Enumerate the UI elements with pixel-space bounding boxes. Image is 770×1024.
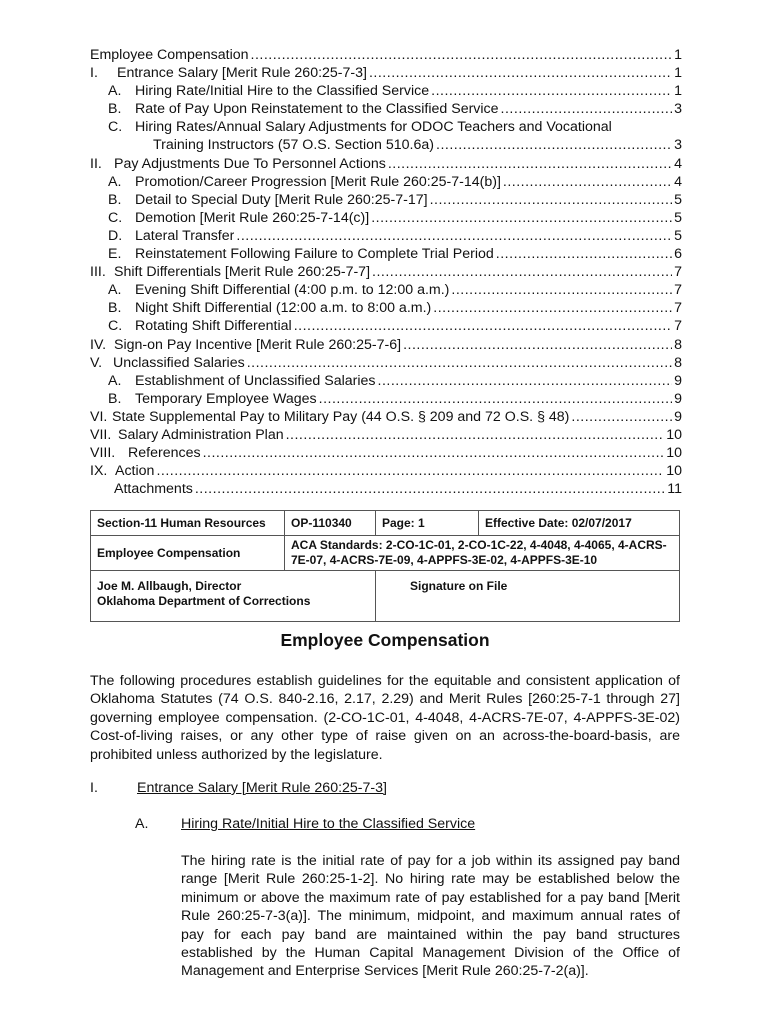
subject-cell: Employee Compensation: [91, 536, 285, 571]
toc-row[interactable]: [90, 82, 682, 100]
toc-leader-dots: [251, 46, 673, 64]
toc-page-number: 9: [674, 408, 682, 425]
header-row: [91, 571, 680, 622]
toc-row-continuation[interactable]: [90, 136, 682, 154]
toc-row[interactable]: [90, 46, 682, 64]
toc-entry-number: C.: [108, 119, 123, 136]
toc-leader-dots: [503, 173, 672, 191]
toc-leader-dots: [195, 480, 665, 498]
section-number: I.: [90, 780, 98, 796]
toc-page-number: 9: [674, 390, 682, 407]
toc-row[interactable]: [90, 245, 682, 263]
page-title: Employee Compensation: [280, 630, 490, 650]
toc-row[interactable]: [90, 191, 682, 209]
toc-entry-number: III.: [90, 264, 106, 281]
signature-cell: [376, 571, 680, 622]
toc-page-number: 7: [674, 300, 682, 317]
toc-entry-number: E.: [108, 246, 122, 263]
toc-page-number: 3: [674, 137, 682, 154]
toc-leader-dots: [294, 317, 672, 335]
toc-row[interactable]: [90, 408, 682, 426]
policy-header-table: [90, 510, 680, 622]
aca-standards-cell: ACA Standards: 2-CO-1C-01, 2-CO-1C-22, 4-4048, 4-4065, 4-ACRS-7E-07, 4-ACRS-7E-09, 4-APPFS-3E-02, 4-APPFS-3E-10: [285, 536, 680, 571]
toc-leader-dots: [496, 245, 672, 263]
toc-entry-text: Night Shift Differential (12:00 a.m. to 8:00 a.m.): [135, 300, 432, 317]
toc-entry-number: A.: [108, 173, 122, 190]
toc-page-number: 11: [667, 481, 682, 498]
toc-page-number: 10: [666, 426, 682, 443]
toc-leader-dots: [433, 299, 672, 317]
toc-leader-dots: [247, 354, 672, 372]
toc-entry-number: V.: [90, 354, 103, 371]
toc-row[interactable]: [90, 64, 682, 82]
toc-entry-text: Entrance Salary [Merit Rule 260:25-7-3]: [117, 65, 367, 82]
toc-entry-text: Attachments: [114, 481, 193, 498]
op-number-cell: OP-110340: [285, 511, 376, 536]
toc-row[interactable]: [90, 299, 682, 317]
toc-entry-text: Employee Compensation: [90, 47, 249, 63]
toc-entry-text: Establishment of Unclassified Salaries: [135, 372, 376, 389]
toc-entry-number: B.: [108, 390, 122, 407]
toc-leader-dots: [371, 209, 672, 227]
toc-entry-number: IV.: [90, 336, 107, 353]
toc-row[interactable]: [90, 372, 682, 390]
toc-leader-dots: [369, 64, 672, 82]
toc-row[interactable]: [90, 100, 682, 118]
toc-row[interactable]: [90, 263, 682, 281]
toc-entry-text: State Supplemental Pay to Military Pay (44 O.S. § 209 and 72 O.S. § 48): [112, 408, 570, 425]
toc-entry-number: B.: [108, 300, 122, 317]
toc-entry-text: Evening Shift Differential (4:00 p.m. to 12:00 a.m.): [135, 282, 450, 299]
page-cell: Page: 1: [376, 511, 479, 536]
toc-page-number: 3: [674, 101, 682, 118]
toc-row[interactable]: [90, 281, 682, 299]
toc-leader-dots: [203, 444, 665, 462]
toc-row[interactable]: [90, 336, 682, 354]
toc-entry-text: Reinstatement Following Failure to Complete Trial Period: [135, 246, 494, 263]
toc-entry-text: Training Instructors (57 O.S. Section 510.6a): [153, 137, 434, 154]
toc-page-number: 7: [674, 318, 682, 335]
toc-row[interactable]: [90, 354, 682, 372]
toc-leader-dots: [571, 408, 672, 426]
toc-entry-number: A.: [108, 372, 122, 389]
toc-entry-text: Shift Differentials [Merit Rule 260:25-7-7]: [114, 264, 371, 281]
toc-row[interactable]: [90, 155, 682, 173]
toc-leader-dots: [372, 263, 672, 281]
toc-entry-number: VIII.: [90, 445, 116, 462]
toc-page-number: 1: [674, 83, 682, 100]
header-row: [91, 511, 680, 536]
director-cell: [91, 571, 376, 622]
toc-entry-text: Temporary Employee Wages: [135, 390, 317, 407]
toc-leader-dots: [403, 336, 672, 354]
toc-page-number: 1: [674, 65, 682, 82]
toc-entry-text: Promotion/Career Progression [Merit Rule 260:25-7-14(b)]: [135, 173, 501, 190]
director-name: Joe M. Allbaugh, Director: [97, 579, 242, 593]
toc-page-number: 5: [674, 227, 682, 244]
toc-entry-text: Action: [115, 463, 155, 480]
toc-page-number: 4: [674, 155, 682, 172]
section-title: Entrance Salary [Merit Rule 260:25-7-3]: [137, 780, 387, 796]
toc-entry-number: II.: [90, 155, 102, 172]
toc-page-number: 8: [674, 336, 682, 353]
toc-page-number: 10: [666, 445, 682, 462]
toc-page-number: 10: [666, 463, 682, 480]
toc-page-number: 4: [674, 173, 682, 190]
subsection-title: Hiring Rate/Initial Hire to the Classified Service: [181, 816, 476, 832]
toc-entry-number: IX.: [90, 463, 108, 480]
toc-page-number: 1: [674, 47, 682, 63]
toc-entry-number: I.: [90, 65, 98, 82]
toc-leader-dots: [430, 191, 673, 209]
toc-leader-dots: [388, 155, 672, 173]
toc-page-number: 7: [674, 282, 682, 299]
signature-text: Signature on File: [410, 579, 508, 593]
toc-row[interactable]: [90, 209, 682, 227]
department-name: Oklahoma Department of Corrections: [97, 594, 311, 608]
toc-leader-dots: [436, 136, 672, 154]
toc-page-number: 8: [674, 354, 682, 371]
toc-leader-dots: [451, 281, 672, 299]
toc-entry-number: A.: [108, 282, 122, 299]
section-cell: Section-11 Human Resources: [91, 511, 285, 536]
toc-entry-text: Detail to Special Duty [Merit Rule 260:25-7-17]: [135, 191, 428, 208]
toc-page-number: 6: [674, 246, 682, 263]
toc-leader-dots: [378, 372, 673, 390]
toc-row[interactable]: [90, 317, 682, 335]
toc-entry-text: Rotating Shift Differential: [135, 318, 292, 335]
toc-row[interactable]: [90, 390, 682, 408]
toc-entry-text: Lateral Transfer: [135, 227, 235, 244]
toc-row[interactable]: [90, 426, 682, 444]
toc-page-number: 5: [674, 191, 682, 208]
toc-entry-number: A.: [108, 83, 122, 100]
toc-entry-text: Hiring Rates/Annual Salary Adjustments for ODOC Teachers and Vocational: [135, 119, 612, 136]
toc-entry-number: VII.: [90, 426, 112, 443]
toc-entry-number: B.: [108, 101, 122, 118]
toc-row[interactable]: [90, 480, 682, 498]
toc-entry-text: Pay Adjustments Due To Personnel Actions: [114, 155, 386, 172]
toc-row[interactable]: [90, 444, 682, 462]
subsection-paragraph: The hiring rate is the initial rate of pay for a job within its assigned pay band range [Merit Rule 260:25-1-2]. No hiring rate may be established below the minimum or above the maximum rate of pay established for a pay band [Merit Rule 260:25-7-3(a)]. The minimum, midpoint, and maximum annual rates of pay for each pay band are maintained within the pay band structures established by the Human Capital Management Division of the Office of Management and Enterprise Services [Merit Rule 260:25-7-2(a)].: [181, 853, 680, 980]
toc-entry-text: Sign-on Pay Incentive [Merit Rule 260:25-7-6]: [114, 336, 402, 353]
header-row: [91, 536, 680, 571]
toc-entry-number: C.: [108, 318, 123, 335]
toc-entry-text: Hiring Rate/Initial Hire to the Classified Service: [135, 83, 430, 100]
toc-row[interactable]: [90, 227, 682, 245]
toc-leader-dots: [156, 462, 664, 480]
subsection-letter: A.: [135, 816, 149, 832]
toc-entry-text: References: [128, 445, 201, 462]
toc-leader-dots: [501, 100, 673, 118]
table-of-contents: [90, 46, 682, 498]
toc-entry-number: D.: [108, 227, 123, 244]
effective-date-cell: Effective Date: 02/07/2017: [479, 511, 680, 536]
toc-leader-dots: [431, 82, 672, 100]
toc-page-number: 7: [674, 264, 682, 281]
toc-page-number: 9: [674, 372, 682, 389]
toc-entry-text: Salary Administration Plan: [118, 426, 284, 443]
toc-row[interactable]: [90, 462, 682, 480]
toc-entry-number: C.: [108, 209, 123, 226]
toc-entry-number: VI.: [90, 408, 108, 425]
intro-paragraph: The following procedures establish guidelines for the equitable and consistent application of Oklahoma Statutes (74 O.S. 840-2.16, 2.17, 2.29) and Merit Rules [260:25-7-1 through 27] governing employee compensation. (2-CO-1C-01, 4-4048, 4-ACRS-7E-07, 4-APPFS-3E-02) Cost-of-living raises, or any other type of raise given on an across-the-board-basis, are prohibited unless authorized by the legislature.: [90, 673, 680, 763]
toc-leader-dots: [236, 227, 672, 245]
toc-leader-dots: [319, 390, 672, 408]
toc-entry-text: Demotion [Merit Rule 260:25-7-14(c)]: [135, 209, 370, 226]
toc-entry-text: Unclassified Salaries: [113, 354, 245, 371]
toc-leader-dots: [286, 426, 665, 444]
toc-entry-number: B.: [108, 191, 122, 208]
toc-row[interactable]: [90, 173, 682, 191]
toc-row[interactable]: [90, 118, 682, 136]
subsection-heading: [135, 816, 475, 832]
section-heading: [90, 780, 387, 796]
toc-entry-text: Rate of Pay Upon Reinstatement to the Classified Service: [135, 101, 499, 118]
toc-page-number: 5: [674, 209, 682, 226]
